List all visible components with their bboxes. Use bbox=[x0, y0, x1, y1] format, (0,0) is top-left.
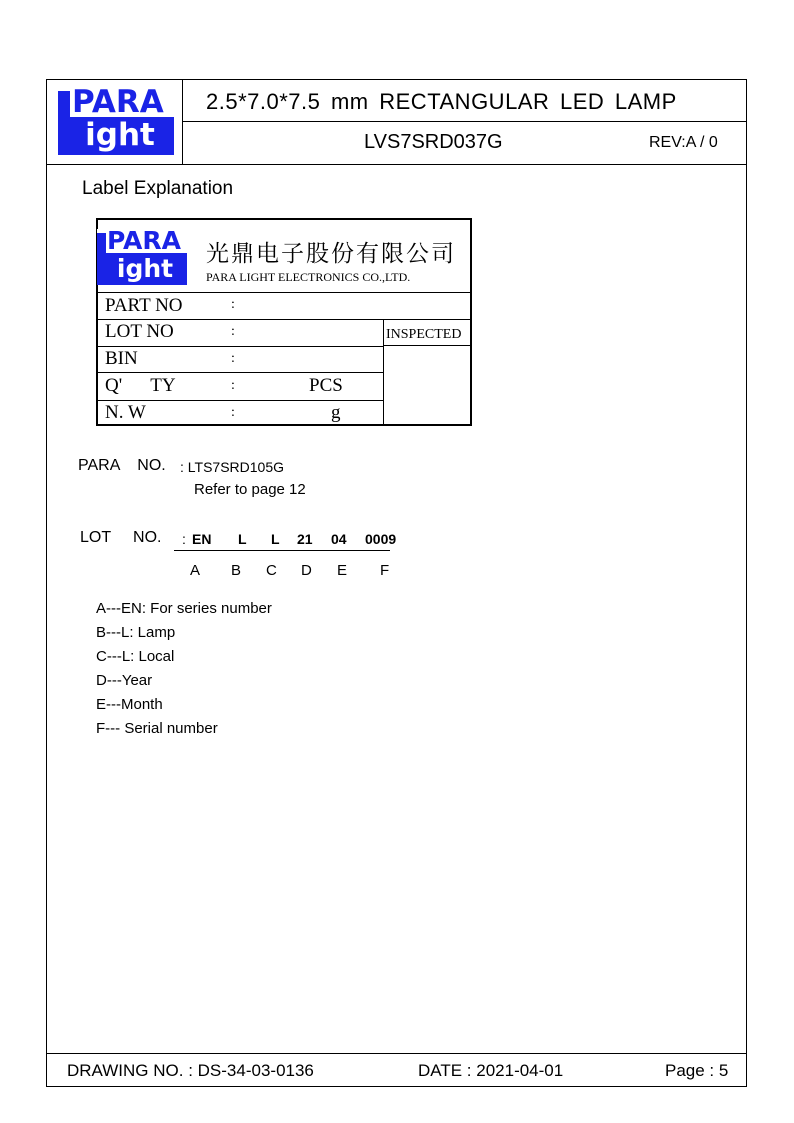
lot-seg-en: EN bbox=[192, 531, 212, 547]
label-row-bin: BIN bbox=[105, 348, 138, 369]
legend-item: C---L: Local bbox=[96, 648, 175, 665]
label-row-qty: Q' TY bbox=[105, 375, 176, 396]
logo-para-text: PARA bbox=[58, 87, 174, 117]
label-row-nw-unit: g bbox=[331, 402, 341, 423]
para-light-logo bbox=[58, 84, 174, 155]
label-line-4 bbox=[98, 372, 383, 373]
label-line-1 bbox=[98, 292, 470, 293]
label-logo bbox=[97, 226, 187, 285]
logo-light-text: ight bbox=[85, 117, 155, 153]
document-date: DATE : 2021-04-01 bbox=[418, 1061, 564, 1080]
label-row-qty-unit: PCS bbox=[309, 375, 343, 396]
para-no-value: : LTS7SRD105G bbox=[180, 459, 285, 475]
label-row-qty-colon: : bbox=[231, 378, 235, 393]
lot-seg-serial: 0009 bbox=[365, 531, 397, 547]
company-name-en: PARA LIGHT ELECTRONICS CO.,LTD. bbox=[206, 270, 411, 284]
header-divider bbox=[46, 164, 747, 165]
legend-item: B---L: Lamp bbox=[96, 624, 176, 641]
lot-letter-c: C bbox=[266, 562, 277, 579]
label-row-nw: N. W bbox=[105, 402, 146, 423]
drawing-number: DRAWING NO. : DS-34-03-0136 bbox=[67, 1061, 314, 1080]
part-number: LVS7SRD037G bbox=[364, 131, 503, 153]
label-vline bbox=[383, 319, 384, 425]
label-row-part-no-colon: : bbox=[231, 297, 235, 312]
legend-item: E---Month bbox=[96, 696, 163, 713]
label-row-part-no: PART NO bbox=[105, 295, 183, 316]
section-title: Label Explanation bbox=[82, 178, 234, 199]
legend-item: D---Year bbox=[96, 672, 153, 689]
para-no-note: Refer to page 12 bbox=[194, 481, 306, 498]
document-title: 2.5*7.0*7.5 mm RECTANGULAR LED LAMP bbox=[206, 89, 677, 114]
lot-letter-e: E bbox=[337, 562, 348, 579]
label-row-lot-no-colon: : bbox=[231, 324, 235, 339]
inspected-label: INSPECTED bbox=[386, 327, 462, 342]
lot-letter-d: D bbox=[301, 562, 312, 579]
label-row-lot-no: LOT NO bbox=[105, 321, 174, 342]
label-line-3 bbox=[98, 346, 383, 347]
lot-seg-l1: L bbox=[238, 531, 247, 547]
para-no-label: PARA NO. bbox=[78, 457, 166, 474]
label-line-2 bbox=[98, 319, 470, 320]
footer-divider bbox=[46, 1053, 747, 1054]
label-line-inspected bbox=[383, 345, 470, 346]
lot-seg-month: 04 bbox=[331, 531, 347, 547]
label-line-5 bbox=[98, 400, 383, 401]
lot-letter-b: B bbox=[231, 562, 242, 579]
label-row-nw-colon: : bbox=[231, 405, 235, 420]
lot-seg-l2: L bbox=[271, 531, 280, 547]
lot-letter-a: A bbox=[190, 562, 201, 579]
legend-item: F--- Serial number bbox=[96, 720, 218, 737]
lot-letter-f: F bbox=[380, 562, 390, 579]
title-divider bbox=[182, 121, 747, 122]
label-sample bbox=[96, 218, 472, 426]
page-number: Page : 5 bbox=[665, 1061, 729, 1080]
legend-item: A---EN: For series number bbox=[96, 600, 272, 617]
lot-no-colon: : bbox=[182, 531, 186, 547]
label-logo-para-text: PARA bbox=[97, 229, 187, 253]
label-logo-light-text: ight bbox=[116, 254, 174, 283]
label-row-bin-colon: : bbox=[231, 351, 235, 366]
lot-no-label: LOT NO. bbox=[80, 529, 162, 546]
lot-no-underline bbox=[174, 550, 390, 551]
company-name-cn: 光鼎电子股份有限公司 bbox=[206, 241, 456, 266]
revision: REV:A / 0 bbox=[649, 134, 718, 151]
lot-seg-year: 21 bbox=[297, 531, 313, 547]
